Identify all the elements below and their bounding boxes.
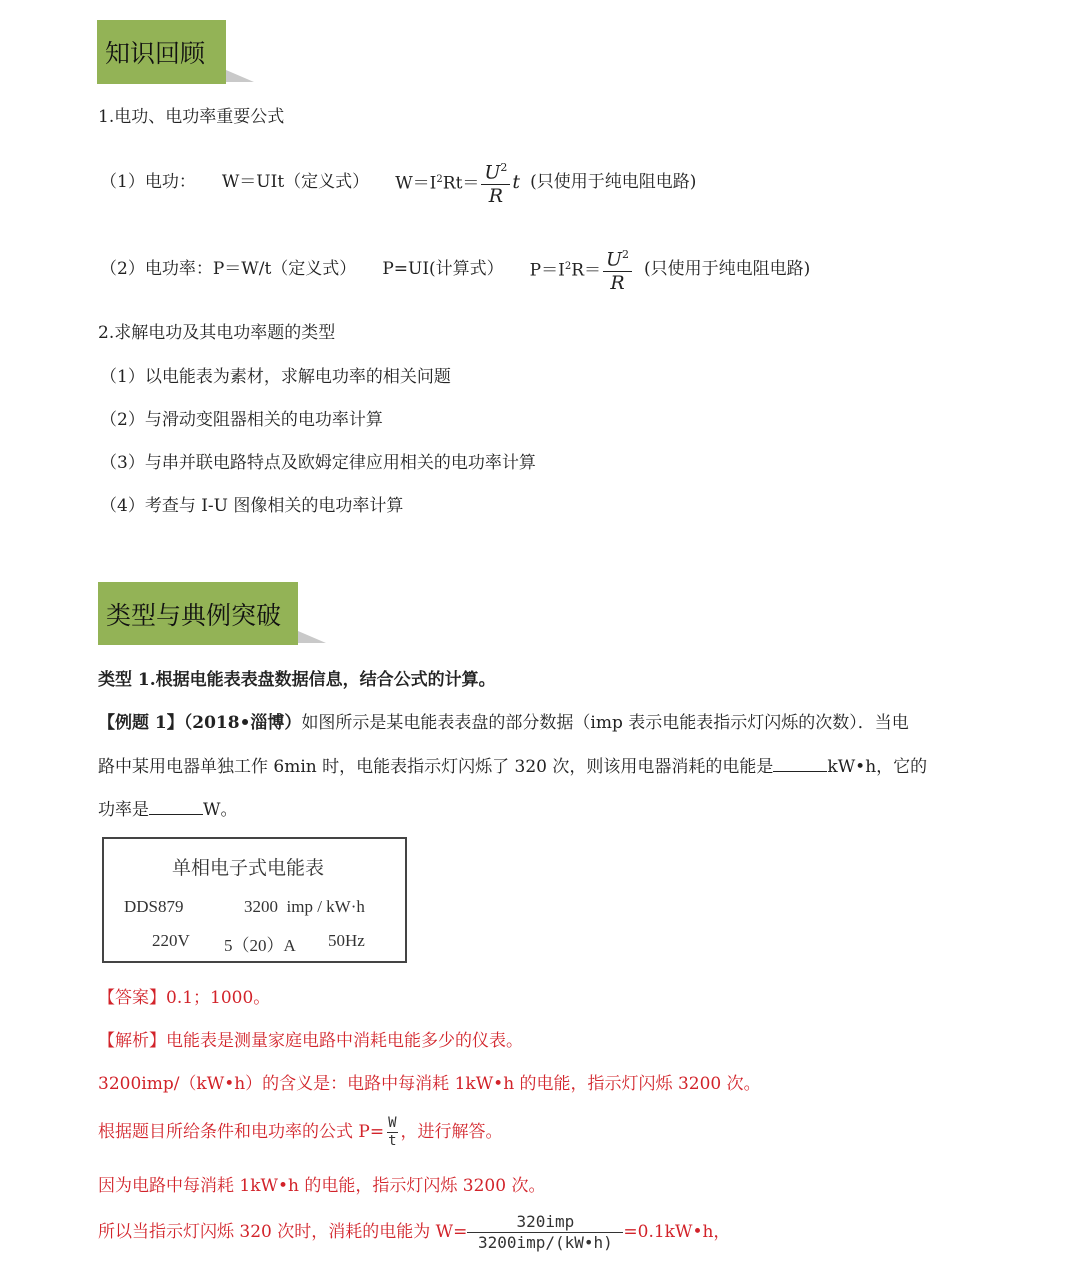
analysis-tag: 【解析】: [98, 1031, 166, 1051]
answer-value: 0.1；1000。: [166, 988, 271, 1008]
banner-title: 知识回顾: [105, 39, 206, 68]
fraction-numerator: W: [388, 1114, 397, 1131]
formula-label: （1）电功：: [100, 172, 196, 192]
example-text: 如图所示是某电能表表盘的部分数据（imp 表示电能表指示灯闪烁的次数）．当电: [301, 713, 909, 733]
formula-definition: W＝UIt（定义式）: [221, 172, 370, 192]
expr-superscript: 2: [436, 174, 443, 186]
meter-voltage: 220V: [152, 931, 190, 950]
problem-type-item: （2）与滑动变阻器相关的电功率计算: [100, 410, 383, 430]
meter-title: 单相电子式电能表: [172, 857, 325, 879]
analysis-text: 根据题目所给条件和电功率的公式 P=: [98, 1122, 385, 1142]
section-banner-review: [97, 20, 226, 84]
analysis-text: 电能表是测量家庭电路中消耗电能多少的仪表。: [166, 1031, 523, 1051]
example-text: 功率是: [98, 800, 149, 820]
meter-current: 5（20）A: [224, 936, 296, 955]
analysis-line-3: [98, 1110, 503, 1154]
meter-frequency: 50Hz: [328, 931, 365, 950]
expr-prefix: P＝I: [529, 260, 565, 281]
fraction-numerator: $U^2$: [481, 157, 510, 184]
example-tag: 【例题 1】: [98, 713, 184, 733]
answer-tag: 【答案】: [98, 988, 166, 1008]
fraction-denominator: R: [610, 271, 625, 294]
expr-mid: R＝: [571, 260, 602, 281]
formula-note: (只使用于纯电阻电路): [530, 172, 697, 192]
unit-text: W。: [203, 800, 238, 820]
example-line-3: [98, 800, 237, 820]
formula-electric-work: [100, 152, 696, 212]
unit-text: kW•h，它的: [827, 757, 928, 777]
analysis-text: =0.1kW•h，: [623, 1222, 731, 1242]
expr-mid: Rt＝: [442, 173, 480, 194]
fraction-energy: [467, 1212, 623, 1253]
fraction-numerator: 320imp: [467, 1212, 623, 1233]
meter-constant: 3200 imp / kW·h: [244, 897, 365, 916]
answer-blank-energy[interactable]: [773, 757, 827, 772]
analysis-line-2: 3200imp/（kW•h）的含义是：电路中每消耗 1kW•h 的电能，指示灯闪烁 3200 次。: [98, 1074, 761, 1094]
analysis-text: 所以当指示灯闪烁 320 次时，消耗的电能为 W=: [98, 1222, 468, 1242]
fraction-denominator: t: [388, 1132, 397, 1149]
banner-shadow: [226, 70, 254, 82]
answer-blank-power[interactable]: [149, 800, 203, 815]
fraction-w-over-t: [384, 1115, 400, 1150]
section-banner-examples: [98, 582, 298, 645]
formula-note: (只使用于纯电阻电路): [644, 259, 811, 279]
analysis-line-5: [98, 1210, 730, 1254]
answer-line: [98, 988, 270, 1008]
energy-meter-figure: [102, 837, 407, 963]
problem-type-item: （3）与串并联电路特点及欧姆定律应用相关的电功率计算: [100, 453, 536, 473]
formula-calculation: P=UI(计算式）: [382, 259, 504, 279]
expr-suffix: t: [512, 171, 521, 193]
example-text: 路中某用电器单独工作 6min 时，电能表指示灯闪烁了 320 次，则该用电器消耗的电能是: [98, 757, 774, 777]
analysis-line-1: [98, 1031, 523, 1051]
heading-problem-types: 2.求解电功及其电功率题的类型: [98, 323, 336, 343]
example-source: （2018•淄博）: [183, 713, 302, 733]
fraction-u2-over-r: [603, 244, 632, 293]
example-line-1: [98, 713, 909, 733]
problem-type-item: （1）以电能表为素材，求解电功率的相关问题: [100, 367, 451, 387]
heading-formulas: 1.电功、电功率重要公式: [98, 107, 285, 127]
formula-electric-power: [100, 239, 810, 299]
expr-superscript: 2: [564, 261, 572, 273]
formula-label: （2）电功率：: [100, 259, 213, 279]
banner-shadow: [298, 631, 326, 643]
problem-type-item: （4）考查与 I-U 图像相关的电功率计算: [100, 496, 404, 516]
formula-definition: P＝W/t（定义式）: [212, 259, 357, 279]
fraction-denominator: R: [488, 184, 504, 207]
meter-model: DDS879: [124, 897, 184, 916]
banner-title: 类型与典例突破: [106, 600, 282, 630]
formula-expression: [530, 257, 601, 281]
example-line-2: [98, 757, 927, 777]
expr-prefix: W＝I: [395, 173, 437, 194]
formula-expression: [395, 170, 479, 194]
analysis-line-4: 因为电路中每消耗 1kW•h 的电能，指示灯闪烁 3200 次。: [98, 1176, 546, 1196]
analysis-text: ，进行解答。: [400, 1122, 503, 1142]
fraction-numerator: $U^2$: [603, 244, 632, 271]
type-heading: 类型 1.根据电能表表盘数据信息，结合公式的计算。: [98, 670, 496, 690]
fraction-denominator: 3200imp/(kW•h): [477, 1232, 613, 1252]
fraction-u2-over-r: [481, 157, 510, 206]
